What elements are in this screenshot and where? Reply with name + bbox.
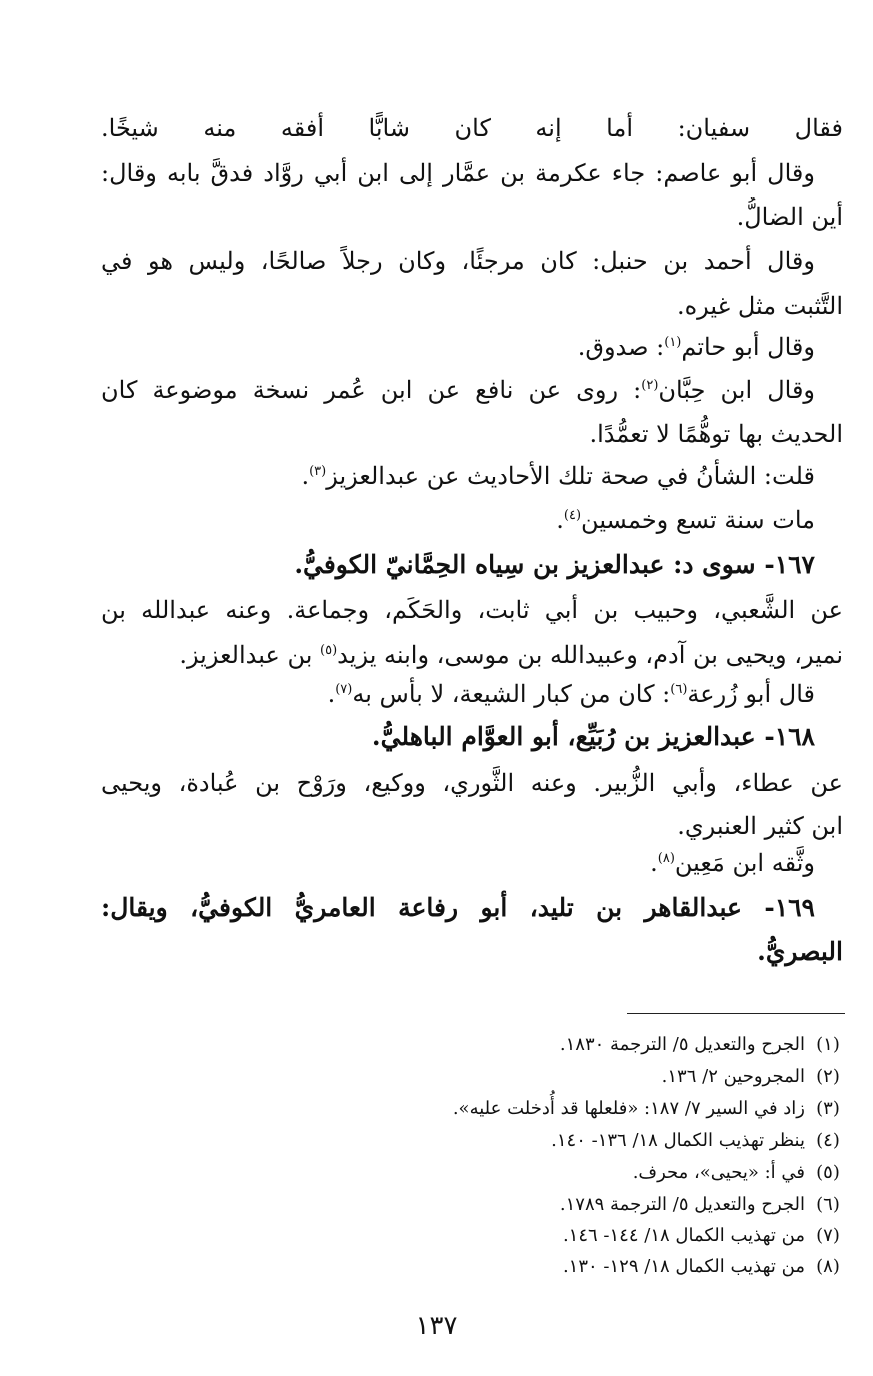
body-line: وقال أبو حاتم$^{(١)}$: صدوق.	[577, 333, 815, 361]
body-line: وقال ابن حِبَّان$^{(٢)}$: روى عن نافع عن ابن عُمر نسخة موضوعة كان	[101, 376, 815, 404]
body-line: فقال سفيان: أما إنه كان شابًّا أفقه منه شيخًا.	[101, 114, 843, 142]
entry-heading-168: ١٦٨- عبدالعزيز بن رُبَيِّع، أبو العوَّام الباهليُّ.	[371, 722, 815, 751]
body-line: مات سنة تسع وخمسين$^{(٤)}$.	[556, 506, 815, 534]
footnote-ref: (٤)	[563, 508, 582, 523]
body-line: الحديث بها توهُّمًا لا تعمُّدًا.	[589, 420, 843, 448]
body-line: وقال أحمد بن حنبل: كان مرجئًا، وكان رجلاً صالحًا، وليس هو في	[101, 247, 815, 275]
body-line: قلت: الشأنُ في صحة تلك الأحاديث عن عبدالعزيز$^{(٣)}$.	[301, 462, 815, 490]
footnote: (٣)زاد في السير ٧/ ١٨٧: «فلعلها قد أُدخلت عليه».	[452, 1098, 840, 1119]
footnote: (٤)ينظر تهذيب الكمال ١٨/ ١٣٦- ١٤٠.	[551, 1130, 840, 1151]
footnote-ref: (٣)	[309, 464, 327, 479]
body-line: التَّثبت مثل غيره.	[676, 292, 843, 320]
body-line: وقال أبو عاصم: جاء عكرمة بن عمَّار إلى ابن أبي روَّاد فدقَّ بابه وقال:	[101, 159, 815, 187]
body-line: أين الضالُّ.	[736, 203, 843, 231]
footnote-divider	[627, 1013, 845, 1014]
body-line: وثَّقه ابن مَعِين$^{(٨)}$.	[650, 849, 815, 877]
footnote: (٨)من تهذيب الكمال ١٨/ ١٢٩- ١٣٠.	[562, 1256, 840, 1277]
footnote: (١)الجرح والتعديل ٥/ الترجمة ١٨٣٠.	[559, 1034, 840, 1055]
body-line: عن الشَّعبي، وحبيب بن أبي ثابت، والحَكَم، وجماعة. وعنه عبدالله بن	[101, 596, 843, 624]
body-line: نمير، ويحيى بن آدم، وعبيدالله بن موسى، وابنه يزيد$^{(٥)}$ بن عبدالعزيز.	[179, 641, 843, 669]
footnote: (٦)الجرح والتعديل ٥/ الترجمة ١٧٨٩.	[559, 1194, 840, 1215]
footnote-ref: (٥)	[320, 643, 338, 658]
footnote-ref: (٢)	[641, 378, 659, 393]
footnote-ref: (٧)	[335, 682, 353, 697]
body-line: ابن كثير العنبري.	[677, 812, 843, 840]
body-line: عن عطاء، وأبي الزُّبير. وعنه الثَّوري، ووكيع، ورَوْح بن عُبادة، ويحيى	[101, 769, 843, 797]
footnote-ref: (١)	[664, 335, 682, 350]
entry-heading-169: ١٦٩- عبدالقاهر بن تليد، أبو رفاعة العامريُّ الكوفيُّ، ويقال:	[101, 893, 815, 922]
page-number: ١٣٧	[415, 1311, 458, 1341]
footnote: (٧)من تهذيب الكمال ١٨/ ١٤٤- ١٤٦.	[562, 1225, 840, 1246]
body-line: البصريُّ.	[757, 937, 843, 966]
entry-heading-167: ١٦٧- سوى د: عبدالعزيز بن سِياه الحِمَّانيّ الكوفيُّ.	[294, 550, 815, 579]
footnote-ref: (٦)	[670, 682, 688, 697]
body-line: قال أبو زُرعة$^{(٦)}$: كان من كبار الشيعة، لا بأس به$^{(٧)}$.	[327, 680, 815, 708]
footnote-ref: (٨)	[657, 851, 675, 866]
footnote: (٥)في أ: «يحيى»، محرف.	[632, 1162, 840, 1183]
footnote: (٢)المجروحين ٢/ ١٣٦.	[661, 1066, 840, 1087]
